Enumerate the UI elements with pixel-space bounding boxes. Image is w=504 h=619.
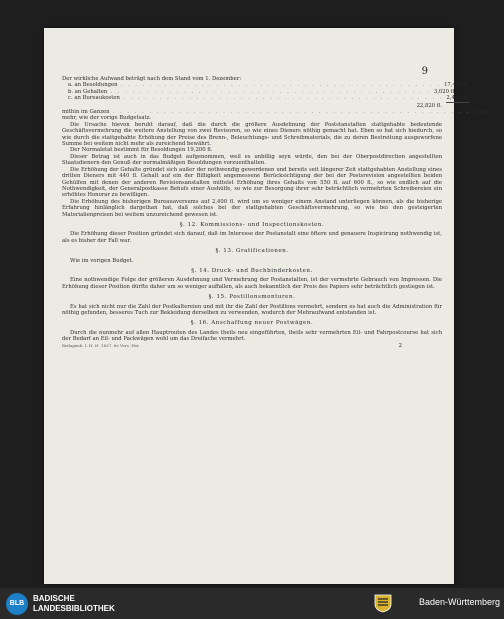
library-name-line1: BADISCHE: [33, 594, 75, 603]
section-text: Wie im vorigen Budget.: [70, 257, 134, 264]
budget-subtotal: 22,820 fl.: [416, 102, 442, 109]
section-heading: §. 13. Gratificationen.: [215, 248, 289, 255]
state-name[interactable]: Baden-Württemberg: [418, 597, 500, 607]
budget-amount: 2,400 fl.: [446, 95, 469, 102]
blb-logo-icon[interactable]: BLB: [6, 593, 28, 615]
budget-intro: Der wirkliche Aufwand beträgt nach dem Stand vom 1. Dezember:: [62, 76, 242, 82]
section-text: Es hat sich nicht nur die Zahl der Postkaltereien und mit ihr die Zahl der Postillons vermehrt, sondern es hat auch die Administration für nöthig gefunden, besseres Tuch zur Bekleidung derselben zu verwenden, wodurch der Mehraufwand entstanden ist.: [62, 303, 442, 316]
budget-label: a. an Besoldungen: [68, 82, 118, 89]
paragraph: Dieser Betrag ist auch in das Budget aufgenommen, weil es unbillig seyn würde, den bei der Oberpostdirection angestellten Staatsdienern den Genuß der normalmäßigen Besoldungen vorzuenthalten.: [62, 153, 442, 167]
paragraph: Die Erhöhung des bisherigen Bureauaversums auf 2,400 fl. wird um so weniger einem Anstand unterliegen können, als die bisherige Erfahrung hinlänglich dargethan hat, daß solches bei der stattgehabten Geschäftsvermehrung, so wie bei den gesteigerten Materialienpreisen bei weitem unzureichend gewesen ist.: [62, 198, 442, 218]
budget-row: a. an Besoldungen . . . . . . . . . . . . . . . . . . . . . . . . . . . . . . . . . . . . . . . . . . . . 17,400 fl.: [68, 82, 470, 89]
budget-label: c. an Bureaukosten: [68, 95, 120, 102]
signature-mark: 2: [398, 342, 402, 349]
page-body: [62, 76, 495, 349]
budget-row: c. an Bureaukosten . . . . . . . . . . . . . . . . . . . . . . . . . . . . . . . . . . . . . . . . . . . . 2,400 fl.: [68, 95, 469, 102]
budget-row: b. an Gehalten . . . . . . . . . . . . . . . . . . . . . . . . . . . . . . . . . . . . . . . . . . . . 3,020 fl.: [68, 88, 456, 95]
paragraph: Die Erhöhung der Gehalte gründet sich außer der nothwendig gewordenen und bereits seit längerer Zeit stattgehabten Anstellung eines dritten Dieners mit 440 fl. Gehalt auf ein der Billigkeit angemessene Berücksichtigung der bei der Postsrevision angestellten beiden Gehülfen mit denen der anderen Revisionsanstalten mittelst Erhöhung ihres Gehalts von 550 fl. auf 600 fl., so wie endlich auf die Nothwendigkeit, der Generalpostkasse Behufs einer Aushülfe, so wie zur Besorgung ihrer sehr beträchtlich vermehrten Schreibereien ein erhöhtes Honorar zu bewilligen.: [62, 166, 442, 199]
library-name-line2: LANDESBIBLIOTHEK: [33, 604, 115, 613]
paragraph: Die Ursache hievon beruht darauf, daß die durch die größere Ausdehnung der Poststanstalten stattgehabte bedeutende Geschäftsvermehrung die weitere Anstellung von zwei Revisoren, so wie eines Dieners nöthig gemacht hat. Eben so hat sich hiedurch, so wie durch die stattgehabte Erhöhung der Preise des Brenn-, Beleuchtungs- und Schreibmaterials, die zu deren Bestreitung ausgeworfene Summe bei weitem nicht mehr als zureichend bewährt.: [62, 121, 442, 148]
coat-of-arms-icon: [372, 593, 394, 613]
document-page: [44, 28, 495, 584]
budget-amount: 3,020 fl.: [433, 88, 456, 95]
section-text: Die Erhöhung dieser Position gründet sich darauf, daß im Interesse der Postanstalt eine öftere und genauere Inspicirung nothwendig ist, als es bisher der Fall war.: [62, 231, 442, 244]
section-heading: §. 15. Postillonsmonturen.: [208, 294, 296, 301]
section-heading: §. 16. Anschaffung neuer Postwägen.: [190, 320, 314, 327]
page-number: 9: [421, 66, 428, 77]
budget-amount: 17,400 fl.: [444, 82, 470, 89]
section-text: Eine nothwendige Folge der größeren Ausdehnung und Vermehrung der Postanstalten, ist der vermehrte Gebrauch von Impressen. Die Erhöhung dieser Position dürfte daher um so weniger auffallen, als auch bekanntlich der Preis des Papiers sehr beträchtlich gestiegen ist.: [62, 277, 442, 290]
footnote: Beilagenh. I. H. H. 1837. 6e Vers. Hst.: [62, 342, 140, 348]
budget-total-row: mithin im Ganzen . . . . . . . . . . . . . . . . . . . . . . . . . . . . . . . . . . . . . . . . . . . . . . . . . 2,680 fl.: [62, 109, 495, 116]
viewer-footer: [0, 588, 504, 619]
section-heading: §. 12. Kommissions- und Inspectionskosten.: [179, 221, 325, 228]
budget-total-amount: 2,680 fl.: [472, 109, 495, 116]
library-name[interactable]: [33, 594, 115, 614]
section-text: Durch die nunmehr auf allen Hauptrouten des Landes theils neu eingeführten, theils sehr vermehrten Eil- und Fahrpostcourse hat sich der Bedarf an Eil- und Packwägen wohl um das Dreifache vermehrt.: [62, 329, 442, 343]
budget-total-label: mithin im Ganzen: [62, 109, 110, 116]
paragraph: Der Normaletat bestimmt für Besoldungen 19,200 fl.: [70, 147, 213, 154]
budget-label: b. an Gehalten: [68, 88, 108, 95]
budget-total-note: mehr, wie der vorige Budgetsatz.: [62, 115, 152, 122]
section-heading: §. 14. Druck- und Buchbinderkosten.: [191, 267, 313, 274]
footnote-row: [62, 343, 442, 349]
